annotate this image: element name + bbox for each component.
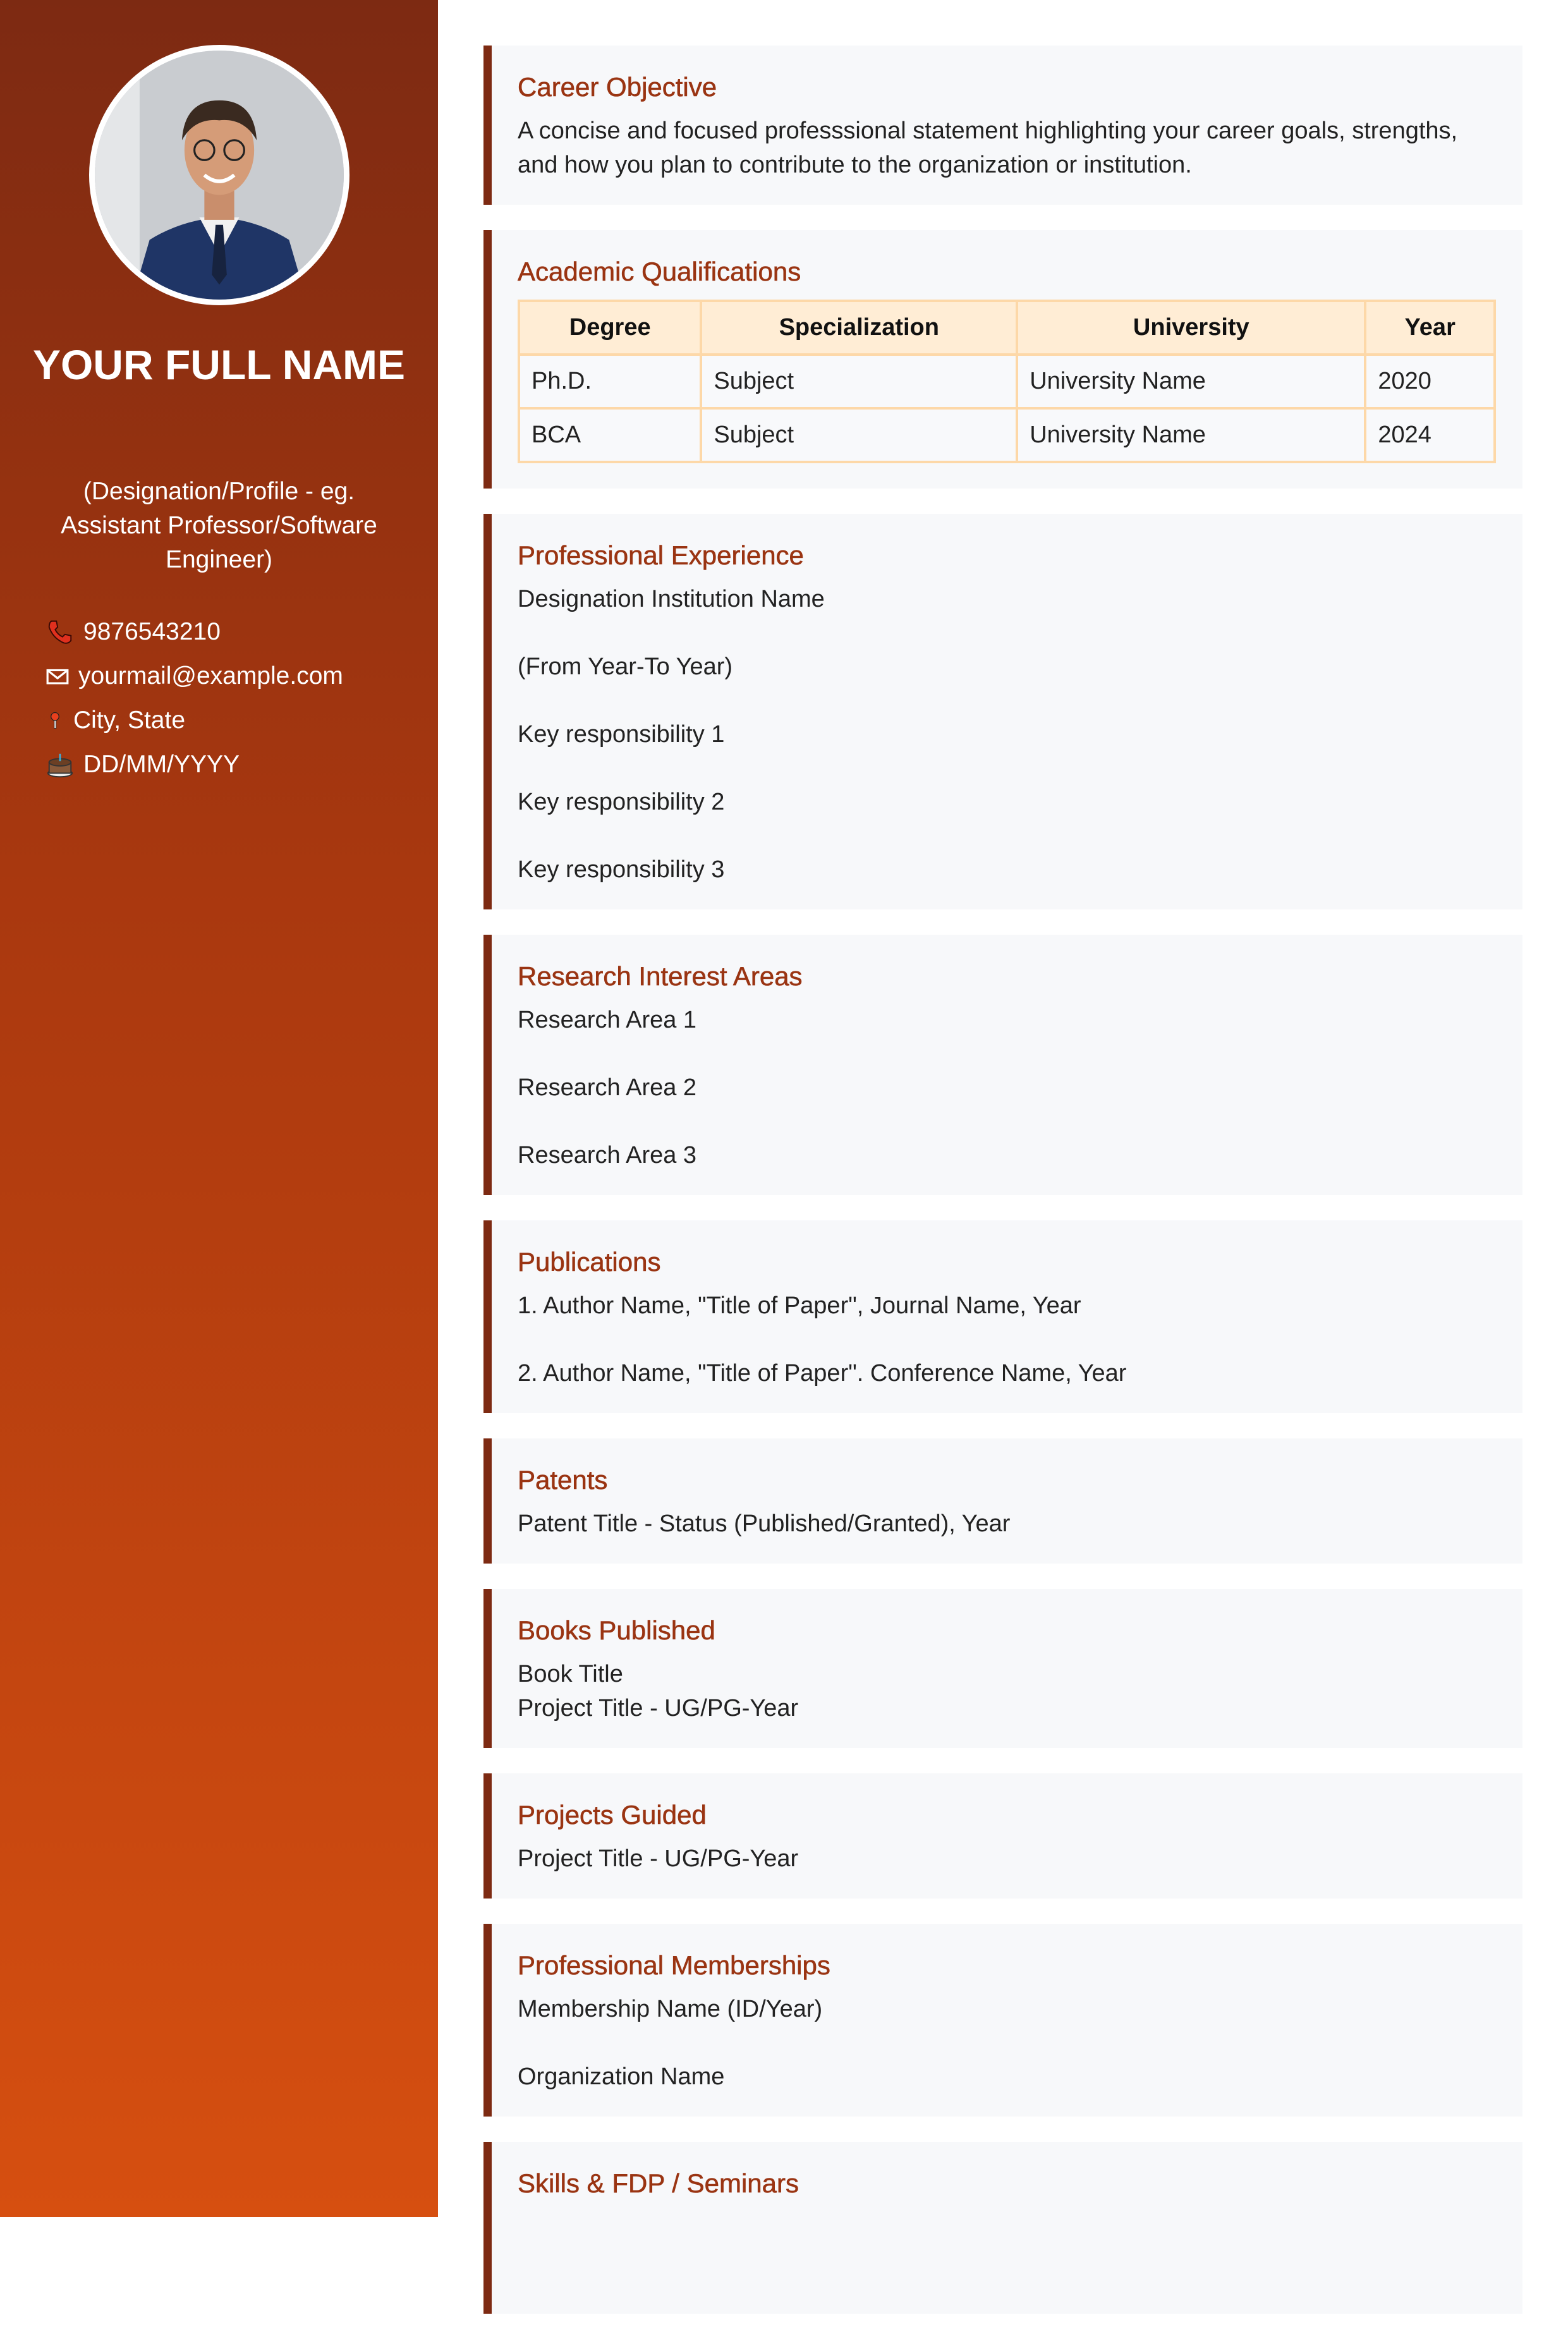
profile-photo [89, 45, 349, 305]
header-year: Year [1365, 301, 1495, 355]
section-professional-memberships [483, 1924, 1522, 2117]
contact-location [46, 698, 343, 743]
contact-email [46, 654, 343, 698]
contact-phone [46, 610, 343, 654]
section-title: Publications [518, 1247, 661, 1277]
cell-university: University Name [1017, 408, 1365, 462]
header-degree: Degree [519, 301, 701, 355]
table-header-row [519, 301, 1495, 355]
location-text: City, State [73, 707, 186, 734]
section-academic-qualifications [483, 230, 1522, 489]
section-title: Career Objective [518, 72, 717, 102]
section-skills [483, 2142, 1522, 2314]
list-item: Membership Name (ID/Year) [518, 1996, 823, 2022]
pin-icon [46, 706, 64, 735]
contact-birthdate [46, 743, 343, 787]
section-title: Professional Experience [518, 540, 804, 570]
list-item: 2. Author Name, "Title of Paper". Conference Name, Year [518, 1360, 1127, 1387]
section-career-objective [483, 46, 1522, 205]
cell-degree: Ph.D. [519, 355, 701, 408]
section-title: Research Interest Areas [518, 961, 803, 991]
section-title: Patents [518, 1465, 608, 1495]
cell-specialization: Subject [701, 408, 1017, 462]
section-title: Academic Qualifications [518, 257, 801, 286]
cell-university: University Name [1017, 355, 1365, 408]
section-title: Skills & FDP / Seminars [518, 2168, 799, 2198]
list-item: Patent Title - Status (Published/Granted), Year [518, 1510, 1011, 1537]
section-title: Books Published [518, 1615, 715, 1645]
envelope-icon [46, 662, 70, 691]
list-item: (From Year-To Year) [518, 653, 733, 680]
list-item: Key responsibility 3 [518, 856, 725, 883]
section-patents [483, 1438, 1522, 1564]
list-item: Designation Institution Name [518, 586, 825, 612]
list-item: Key responsibility 2 [518, 789, 725, 815]
list-item: Research Area 3 [518, 1142, 697, 1169]
section-professional-experience [483, 514, 1522, 909]
cell-year: 2020 [1365, 355, 1495, 408]
cell-specialization: Subject [701, 355, 1017, 408]
list-item: Organization Name [518, 2063, 725, 2090]
list-item: Book Title [518, 1661, 623, 1687]
table-row [519, 408, 1495, 462]
full-name: YOUR FULL NAME [32, 341, 406, 388]
career-objective-text: A concise and focused professsional statement highlighting your career goals, strengths, and how you plan to contribute to the organization or institution. [518, 118, 1458, 178]
phone-text: 9876543210 [83, 618, 221, 645]
section-publications [483, 1220, 1522, 1413]
list-item: Project Title - UG/PG-Year [518, 1695, 799, 1722]
section-books-published [483, 1589, 1522, 1748]
email-text: yourmail@example.com [78, 662, 343, 690]
list-item: 1. Author Name, "Title of Paper", Journal Name, Year [518, 1292, 1081, 1319]
phone-icon [46, 617, 75, 647]
section-title: Projects Guided [518, 1800, 707, 1830]
main-content [483, 46, 1522, 2339]
list-item: Key responsibility 1 [518, 721, 725, 748]
section-research-interests [483, 935, 1522, 1195]
list-item: Research Area 1 [518, 1007, 697, 1033]
table-row [519, 355, 1495, 408]
birthdate-text: DD/MM/YYYY [83, 751, 240, 778]
cake-icon [46, 750, 75, 779]
header-university: University [1017, 301, 1365, 355]
contact-list [46, 610, 343, 787]
section-title: Professional Memberships [518, 1950, 830, 1980]
list-item: Project Title - UG/PG-Year [518, 1845, 799, 1872]
section-projects-guided [483, 1773, 1522, 1899]
list-item: Research Area 2 [518, 1074, 697, 1101]
header-specialization: Specialization [701, 301, 1017, 355]
qualifications-table [518, 300, 1496, 463]
cell-degree: BCA [519, 408, 701, 462]
sidebar [0, 0, 438, 2217]
designation: (Designation/Profile - eg. Assistant Professor/Software Engineer) [61, 478, 377, 573]
cell-year: 2024 [1365, 408, 1495, 462]
